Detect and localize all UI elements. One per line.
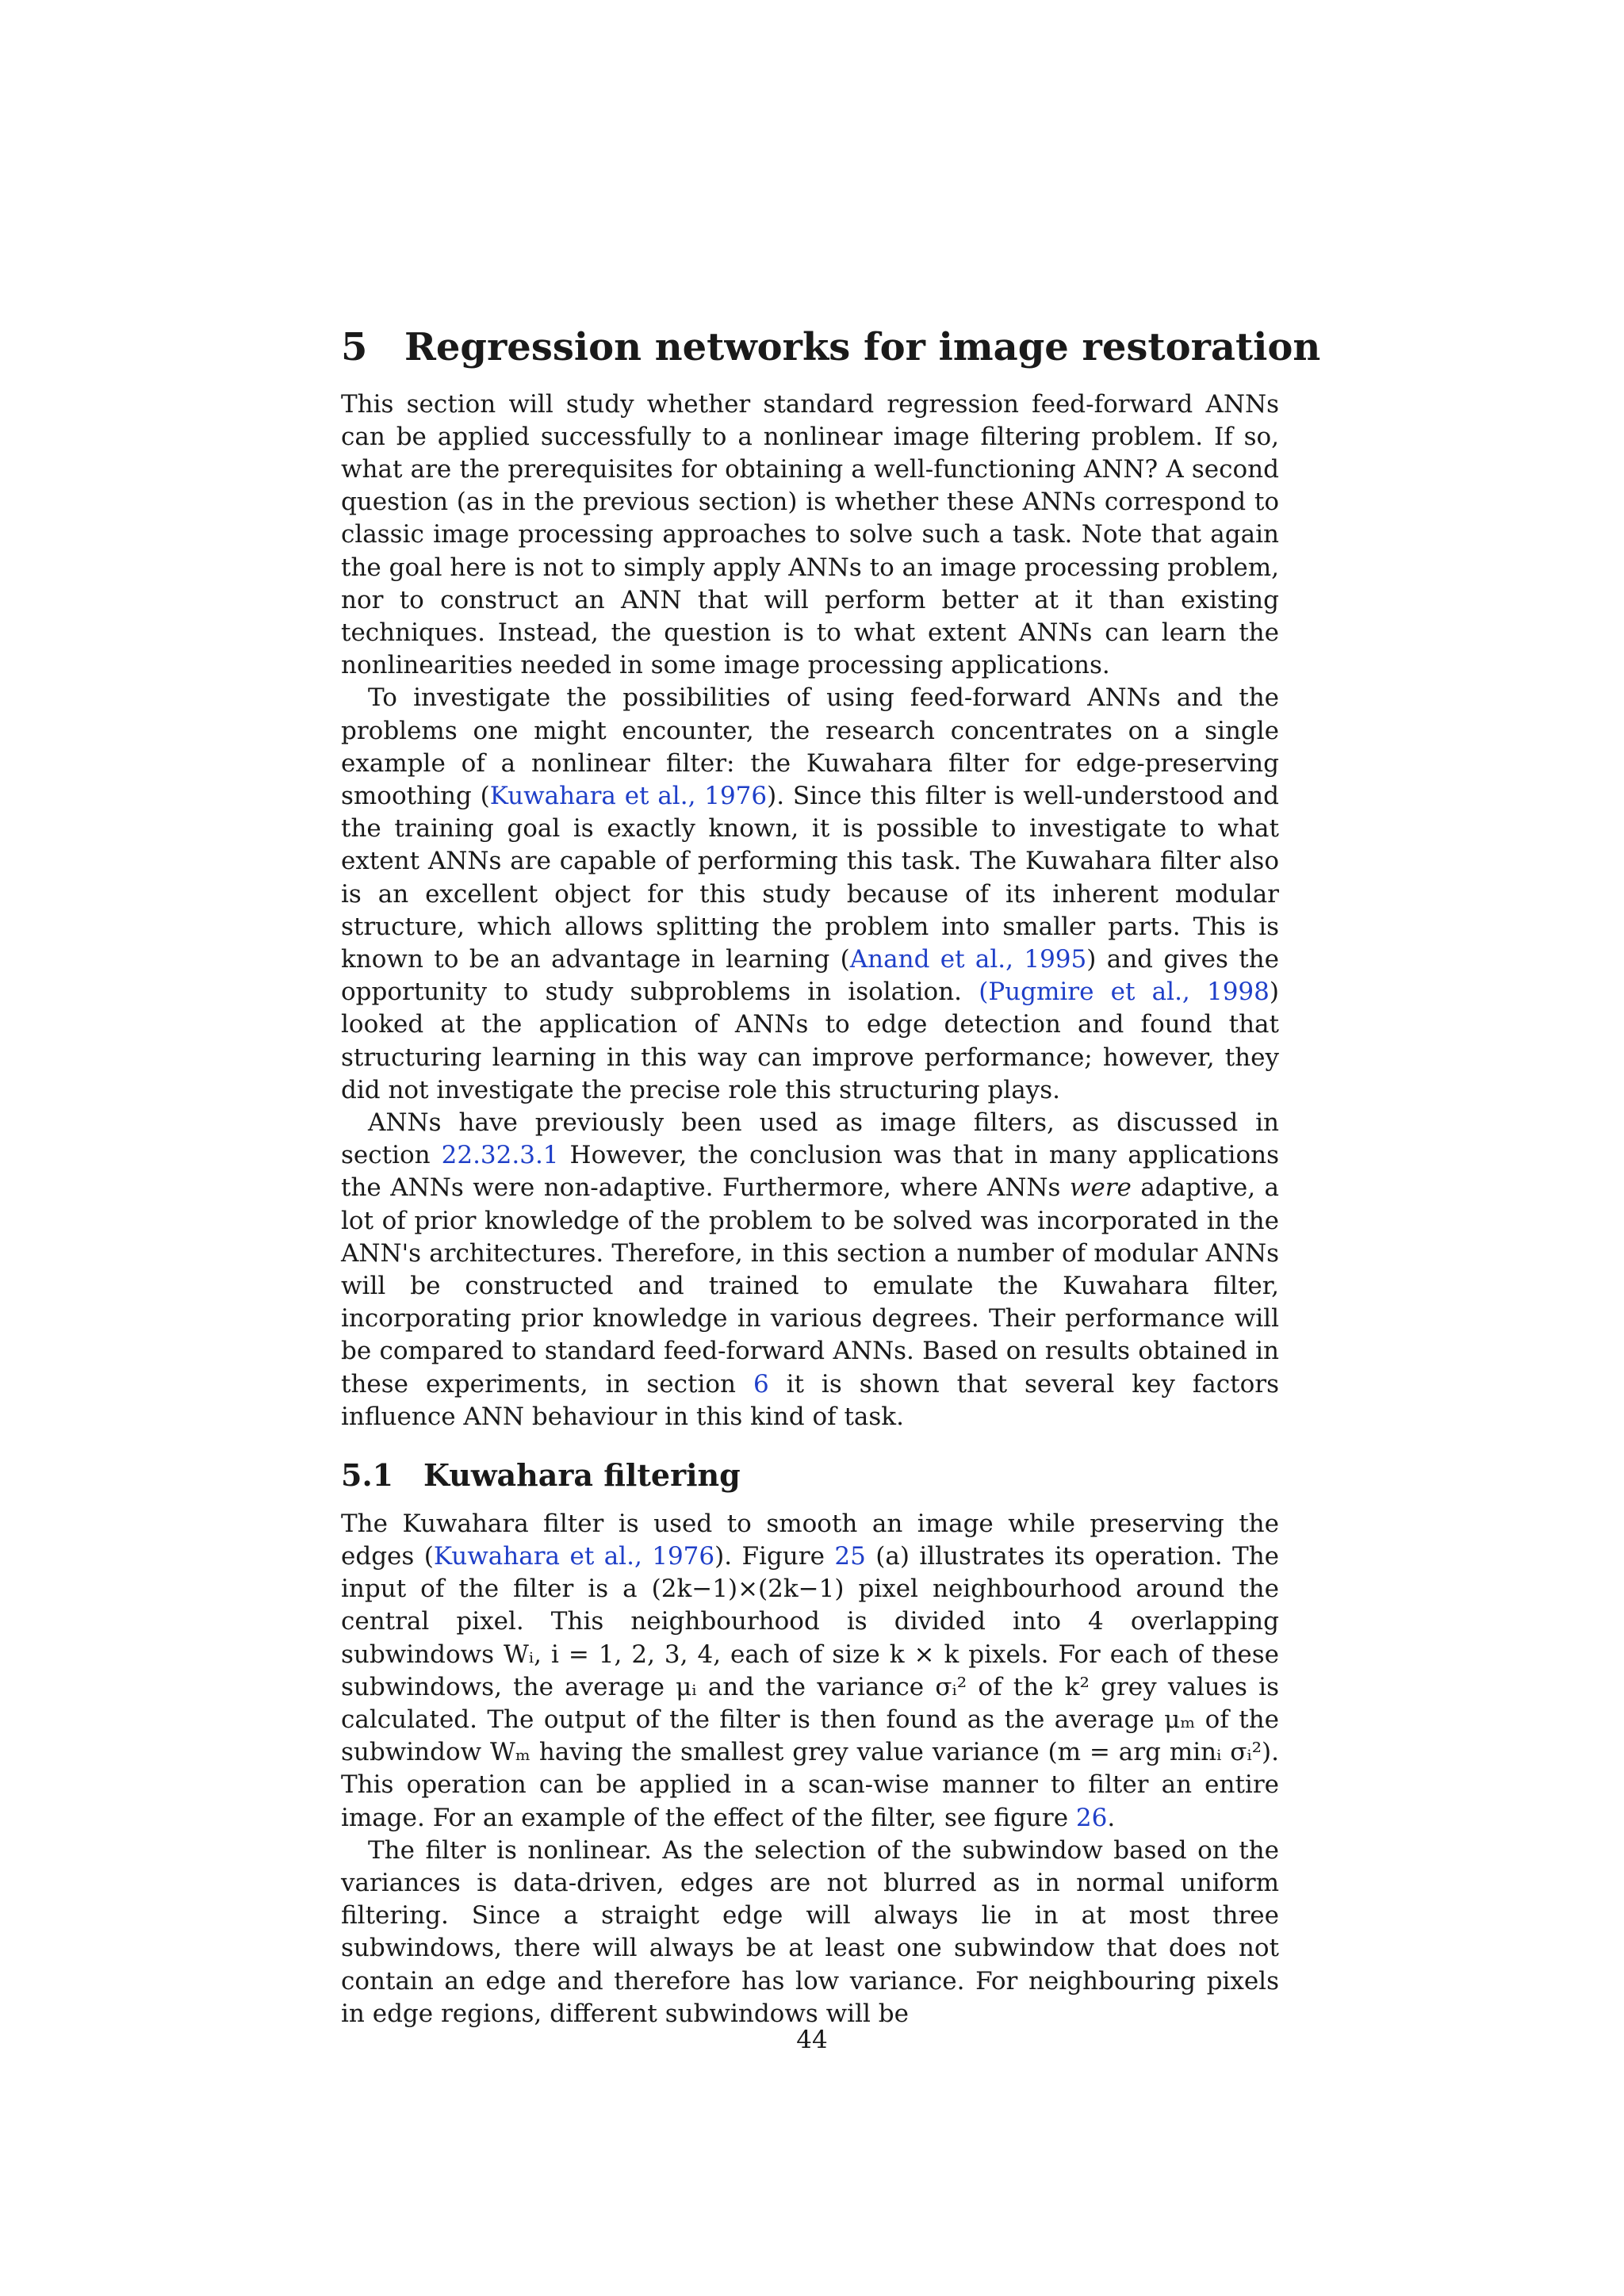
paragraph-kuwahara-definition [341,1508,1279,1835]
section-ref-link[interactable]: 22.32.3.1 [441,1141,559,1170]
section-heading [341,325,1321,371]
section-ref-link[interactable]: 6 [753,1369,769,1399]
text-span: it is shown that several key factors influence ANN behaviour in this kind of task. [341,1369,1279,1431]
text-span: The Kuwahara filter is used to smooth an image while preserving the edges ( [341,1509,1279,1571]
text-span: ). Figure [714,1541,835,1571]
text-span: ). Since this filter is well-understood and the training goal is exactly known, it is possible to investigate to what extent ANNs are capable of performing this task. The Kuwahara filter also is an excellent object for this study because of its inherent modular structure, which allows splitting the problem into smaller parts. This is known to be an advantage in learning ( [341,782,1279,974]
section-number: 5 [341,325,368,369]
page-number: 44 [796,2026,828,2054]
text-span: (a) illustrates its operation. The input of the filter is a (2k−1)×(2k−1) pixel neighbourhood around the central pixel. This neighbourhood is divided into 4 overlapping subwindows Wᵢ, i = 1, 2, 3, 4, each of size k × k pixels. For each of these subwindows, the average μᵢ and the variance σᵢ² of the k² grey values is calculated. The output of the filter is then found as the average μₘ of the subwindow Wₘ having the smallest grey value variance (m = arg minᵢ σᵢ²). This operation can be applied in a scan-wise manner to filter an entire image. For an example of the effect of the filter, see figure [341,1541,1280,1832]
text-span: adaptive, a lot of prior knowledge of the problem to be solved was incorporated in the ANN's architectures. Therefore, in this section a number of modular ANNs will be constructed and trained to emulate the Kuwahara filter, incorporating prior knowledge in various degrees. Their performance will be compared to standard feed-forward ANNs. Based on results obtained in these experiments, in section [341,1173,1279,1399]
citation-link[interactable]: Anand et al., 1995 [849,945,1087,974]
text-span: ) and gives the opportunity to study subproblems in isolation. [341,945,1279,1007]
paragraph-previous-use [341,1107,1279,1433]
figure-ref-link[interactable]: 25 [834,1541,866,1571]
subsection-heading [341,1457,1279,1494]
emphasis-text: were [1069,1173,1132,1203]
subsection-number: 5.1 [341,1457,394,1494]
text-span: To investigate the possibilities of using feed-forward ANNs and the problems one might encounter, the research concentrates on a single example of a nonlinear filter: the Kuwahara filter for edge-preserving smoothing ( [341,683,1279,811]
citation-link[interactable]: Kuwahara et al., 1976 [489,782,768,811]
citation-link[interactable]: (Pugmire et al., 1998 [979,978,1270,1007]
citation-link[interactable]: Kuwahara et al., 1976 [433,1541,715,1571]
text-span: ANNs have previously been used as image filters, as discussed in section [341,1108,1279,1170]
text-span: ) looked at the application of ANNs to edge detection and found that structuring learning in this way can improve performance; however, they did not investigate the precise role this structuring plays. [341,978,1279,1104]
paragraph-intro: This section will study whether standard regression feed-forward ANNs can be applied successfully to a nonlinear image filtering problem. If so, what are the prerequisites for obtaining a well-functioning ANN? A second question (as in the previous section) is whether these ANNs correspond to classic image processing approaches to solve such a task. Note that again the goal here is not to simply apply ANNs to an image processing problem, nor to construct an ANN that will perform better at it than existing techniques. Instead, the question is to what extent ANNs can learn the nonlinearities needed in some image processing applications. [341,389,1279,680]
paragraph-nonlinear: The filter is nonlinear. As the selection of the subwindow based on the variances is data-driven, edges are not blurred as in normal uniform filtering. Since a straight edge will always lie in at most three subwindows, there will always be at least one subwindow that does not contain an edge and therefore has low variance. For neighbouring pixels in edge regions, different subwindows will be [341,1835,1279,2028]
subsection-title: Kuwahara filtering [423,1457,741,1494]
text-span: However, the conclusion was that in many applications the ANNs were non-adaptive. Furthermore, where ANNs [341,1141,1279,1203]
figure-ref-link[interactable]: 26 [1075,1803,1108,1832]
paragraph-investigate [341,682,1279,1107]
page-body [341,325,1321,2030]
text-span: . [1107,1803,1116,1832]
section-title: Regression networks for image restoration [404,325,1321,369]
